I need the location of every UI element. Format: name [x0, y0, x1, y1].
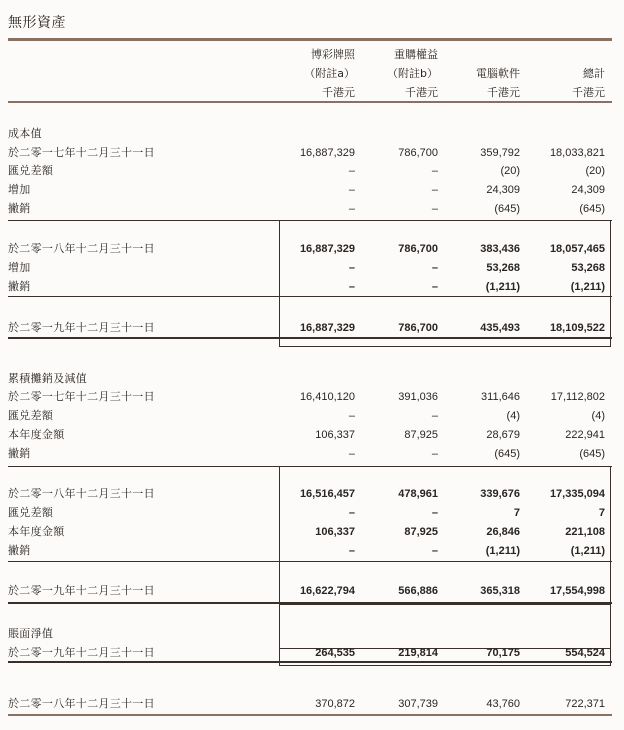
- cell-value: (1,211): [485, 281, 520, 293]
- cell-value: 370,872: [315, 698, 355, 710]
- cell-value: 16,887,329: [299, 322, 355, 334]
- cell-value: 28,679: [486, 429, 520, 441]
- separator: [8, 296, 612, 297]
- cell-value: –: [348, 410, 355, 422]
- cell-value: 222,941: [565, 429, 605, 441]
- cell-value: 435,493: [480, 322, 520, 334]
- cell-value: 16,622,794: [299, 585, 355, 597]
- cell-value: –: [348, 165, 355, 177]
- cell-value: 24,309: [571, 184, 605, 196]
- column-header-3-line-2: 電腦軟件: [476, 67, 520, 80]
- cell-value: 18,057,465: [549, 243, 605, 255]
- cell-value: 566,886: [398, 585, 438, 597]
- cell-value: –: [348, 262, 355, 274]
- cell-value: 17,112,802: [550, 391, 605, 403]
- separator: [8, 337, 612, 339]
- separator: [8, 661, 612, 663]
- cell-value: 339,676: [480, 488, 520, 500]
- cell-value: 16,516,457: [299, 488, 355, 500]
- cell-value: 17,335,094: [549, 488, 605, 500]
- cell-value: 554,524: [565, 647, 605, 659]
- cell-value: –: [348, 545, 355, 557]
- cell-value: 24,309: [486, 184, 520, 196]
- cell-value: (20): [585, 165, 605, 177]
- cell-value: 87,925: [404, 526, 438, 538]
- cell-value: 106,337: [315, 526, 355, 538]
- column-header-4-line-2: 總計: [583, 67, 605, 80]
- cell-value: 219,814: [398, 647, 438, 659]
- cell-value: 478,961: [398, 488, 438, 500]
- cell-value: 264,535: [315, 647, 355, 659]
- cell-value: –: [431, 184, 438, 196]
- row-label: 本年度金額: [8, 525, 65, 538]
- cell-value: 17,554,998: [549, 585, 605, 597]
- cell-value: 53,268: [571, 262, 605, 274]
- bottom-rule: [8, 714, 612, 716]
- cell-value: (645): [494, 448, 520, 460]
- cell-value: (645): [579, 448, 605, 460]
- column-header-1-line-3: 千港元: [322, 86, 355, 99]
- cell-value: 383,436: [480, 243, 520, 255]
- cell-value: 70,175: [486, 647, 520, 659]
- cell-value: (20): [500, 165, 520, 177]
- cell-value: –: [431, 262, 438, 274]
- cell-value: 16,887,329: [299, 243, 355, 255]
- row-label: 於二零一九年十二月三十一日: [8, 646, 155, 659]
- cell-value: 359,792: [480, 147, 520, 159]
- row-label: 撇銷: [8, 202, 31, 215]
- cell-value: –: [431, 545, 438, 557]
- cell-value: 307,739: [398, 698, 438, 710]
- cell-value: 16,887,329: [299, 147, 355, 159]
- row-label: 增加: [8, 183, 31, 196]
- separator: [8, 220, 612, 221]
- column-header-1-line-2: （附註a）: [304, 67, 355, 80]
- cell-value: 7: [513, 507, 520, 519]
- cell-value: (645): [579, 203, 605, 215]
- column-header-4-line-3: 千港元: [572, 86, 605, 99]
- cell-value: 786,700: [398, 147, 438, 159]
- cell-value: 311,646: [481, 391, 520, 403]
- separator: [8, 602, 612, 604]
- cell-value: (1,211): [570, 281, 605, 293]
- cell-value: 365,318: [480, 585, 520, 597]
- cell-value: 16,410,120: [299, 391, 355, 403]
- cell-value: –: [348, 281, 355, 293]
- cell-value: –: [348, 448, 355, 460]
- row-label: 累積攤銷及減值: [8, 372, 88, 385]
- cell-value: (1,211): [485, 545, 520, 557]
- cell-value: –: [431, 507, 438, 519]
- cell-value: (645): [494, 203, 520, 215]
- page-title: 無形資產: [8, 15, 66, 31]
- title-rule: [8, 38, 612, 41]
- row-label: 成本值: [8, 127, 42, 140]
- separator: [8, 466, 612, 467]
- cell-value: –: [431, 165, 438, 177]
- cell-value: –: [348, 203, 355, 215]
- cell-value: 722,371: [565, 698, 605, 710]
- row-label: 撇銷: [8, 280, 31, 293]
- row-label: 於二零一九年十二月三十一日: [8, 321, 155, 334]
- cell-value: 221,108: [565, 526, 605, 538]
- cell-value: 106,337: [315, 429, 355, 441]
- row-label: 增加: [8, 261, 31, 274]
- row-label: 於二零一七年十二月三十一日: [8, 390, 155, 403]
- cell-value: 18,033,821: [549, 147, 605, 159]
- cell-value: –: [348, 184, 355, 196]
- cell-value: –: [431, 203, 438, 215]
- row-label: 匯兑差額: [8, 164, 54, 177]
- cell-value: 786,700: [398, 243, 438, 255]
- column-header-1-line-1: 博彩牌照: [311, 48, 355, 61]
- row-label: 撇銷: [8, 447, 31, 460]
- row-label: 於二零一八年十二月三十一日: [8, 242, 155, 255]
- row-label: 於二零一九年十二月三十一日: [8, 584, 155, 597]
- row-label: 撇銷: [8, 544, 31, 557]
- row-label: 本年度金額: [8, 428, 65, 441]
- cell-value: (4): [506, 410, 520, 422]
- row-label: 匯兑差額: [8, 506, 54, 519]
- cell-value: 87,925: [404, 429, 438, 441]
- column-header-3-line-3: 千港元: [487, 86, 520, 99]
- cell-value: 18,109,522: [549, 322, 605, 334]
- cell-value: –: [348, 507, 355, 519]
- cell-value: –: [431, 448, 438, 460]
- cell-value: 53,268: [486, 262, 520, 274]
- cell-value: 391,036: [398, 391, 438, 403]
- cell-value: –: [431, 410, 438, 422]
- cell-value: (4): [591, 410, 605, 422]
- cell-value: –: [431, 281, 438, 293]
- row-label: 於二零一八年十二月三十一日: [8, 697, 155, 710]
- column-header-2-line-1: 重購權益: [394, 48, 438, 61]
- cell-value: 43,760: [486, 698, 520, 710]
- cell-value: 26,846: [486, 526, 520, 538]
- header-rule: [8, 101, 612, 103]
- column-header-2-line-3: 千港元: [405, 86, 438, 99]
- separator: [8, 561, 612, 562]
- cell-value: 7: [598, 507, 605, 519]
- row-label: 於二零一七年十二月三十一日: [8, 146, 155, 159]
- cell-value: (1,211): [570, 545, 605, 557]
- row-label: 於二零一八年十二月三十一日: [8, 487, 155, 500]
- column-header-2-line-2: （附註b）: [387, 67, 438, 80]
- row-label: 匯兑差額: [8, 409, 54, 422]
- row-label: 賬面淨值: [8, 627, 54, 640]
- cell-value: 786,700: [398, 322, 438, 334]
